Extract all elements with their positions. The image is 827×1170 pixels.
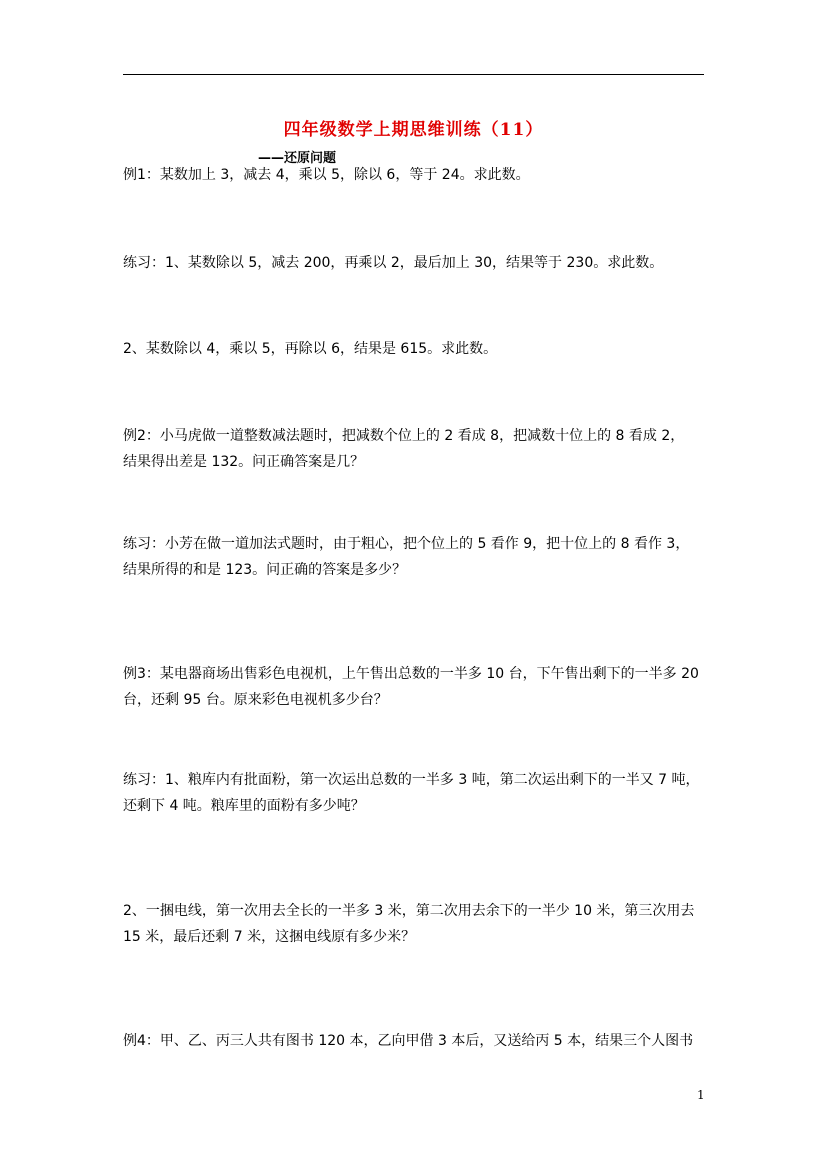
- problem-example-2: [123, 423, 709, 475]
- problem-practice-3-2: [123, 898, 709, 950]
- page-number: 1: [697, 1088, 705, 1102]
- problem-line: 练习：小芳在做一道加法式题时，由于粗心，把个位上的 5 看作 9，把十位上的 8 看作 3，: [123, 536, 690, 552]
- problem-practice-2: [123, 531, 709, 583]
- problem-example-4: [123, 1028, 709, 1054]
- problem-line: 例1：某数加上 3，减去 4，乘以 5，除以 6，等于 24。求此数。: [123, 167, 530, 183]
- problem-line: 还剩下 4 吨。粮库里的面粉有多少吨？: [123, 798, 365, 814]
- problem-line: 15 米，最后还剩 7 米，这捆电线原有多少米？: [123, 929, 416, 945]
- problem-line: 练习：1、某数除以 5，减去 200，再乘以 2，最后加上 30，结果等于 230。求此数。: [123, 255, 664, 271]
- problem-practice-1-2: [123, 336, 709, 362]
- page-title: 四年级数学上期思维训练（11）: [283, 120, 544, 140]
- problem-line: 例4：甲、乙、丙三人共有图书 120 本，乙向甲借 3 本后，又送给丙 5 本，结果三个人图书: [123, 1033, 694, 1049]
- problem-example-1: [123, 162, 709, 188]
- problem-line: 结果得出差是 132。问正确答案是几？: [123, 454, 365, 470]
- problem-line: 结果所得的和是 123。问正确的答案是多少？: [123, 562, 407, 578]
- problem-line: 例3：某电器商场出售彩色电视机，上午售出总数的一半多 10 台，下午售出剩下的一半多 20: [123, 666, 699, 682]
- problem-line: 2、某数除以 4，乘以 5，再除以 6，结果是 615。求此数。: [123, 341, 498, 357]
- problem-line: 例2：小马虎做一道整数减法题时，把减数个位上的 2 看成 8，把减数十位上的 8 看成 2，: [123, 428, 685, 444]
- problem-practice-3-1: [123, 767, 709, 819]
- problem-example-3: [123, 661, 709, 713]
- problem-line: 2、一捆电线，第一次用去全长的一半多 3 米，第二次用去余下的一半少 10 米，第三次用去: [123, 903, 695, 919]
- problem-practice-1-1: [123, 250, 709, 276]
- problem-line: 台，还剩 95 台。原来彩色电视机多少台？: [123, 692, 388, 708]
- problem-line: 练习：1、粮库内有批面粉，第一次运出总数的一半多 3 吨，第二次运出剩下的一半又 7 吨，: [123, 772, 700, 788]
- header-rule: [123, 74, 704, 75]
- page-subtitle: ——还原问题: [258, 151, 337, 166]
